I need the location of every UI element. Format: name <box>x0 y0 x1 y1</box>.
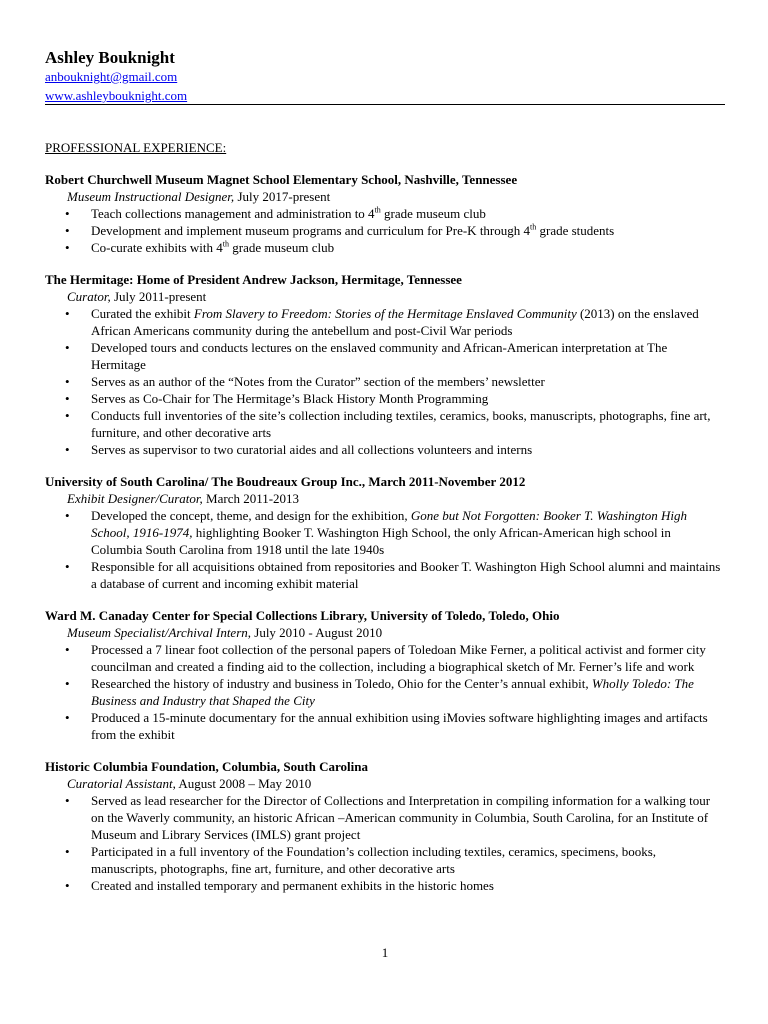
job-bullets <box>45 205 725 256</box>
bullet-item: • Processed a 7 linear foot collection of the personal papers of Toledoan Mike Ferner, a political activist and former city councilman and created a finding aid to the collection, including a biographical sketch of Mr. Ferner’s life and work <box>45 641 725 675</box>
bullet-item: • Served as lead researcher for the Director of Collections and Interpretation in compiling information for a walking tour on the Waverly community, an historic African –American community in Columbia, South Carolina, for an Institute of Museum and Library Services (IMLS) grant project <box>45 792 725 843</box>
job-role <box>45 624 725 641</box>
bullet-item: • Development and implement museum programs and curriculum for Pre-K through 4th grade students <box>45 222 725 239</box>
bullet-item: • Serves as Co-Chair for The Hermitage’s Black History Month Programming <box>45 390 725 407</box>
website-link[interactable]: www.ashleybouknight.com <box>45 88 188 103</box>
job-organization: Robert Churchwell Museum Magnet School Elementary School, Nashville, Tennessee <box>45 172 518 187</box>
job-organization: The Hermitage: Home of President Andrew Jackson, Hermitage, Tennessee <box>45 272 462 287</box>
bullet-item: • Created and installed temporary and permanent exhibits in the historic homes <box>45 877 725 894</box>
bullet-item: • Produced a 15-minute documentary for the annual exhibition using iMovies software highlighting images and artifacts from the exhibit <box>45 709 725 743</box>
job-title: Exhibit Designer/Curator, <box>67 491 203 506</box>
job-organization: Historic Columbia Foundation, Columbia, South Carolina <box>45 759 369 774</box>
job-dates: July 2017-present <box>234 189 331 204</box>
bullet-item: • Serves as an author of the “Notes from the Curator” section of the members’ newsletter <box>45 373 725 390</box>
job-organization: Ward M. Canaday Center for Special Collections Library, University of Toledo, Toledo, Ohio <box>45 608 560 623</box>
job-dates: July 2011-present <box>110 289 207 304</box>
job-title: Museum Instructional Designer, <box>67 189 235 204</box>
person-name: Ashley Bouknight <box>45 48 175 67</box>
bullet-item: • Co-curate exhibits with 4th grade museum club <box>45 239 725 256</box>
bullet-item: • Participated in a full inventory of the Foundation’s collection including textiles, ceramics, specimens, books, manuscripts, photographs, fine art, furniture, and other decorative arts <box>45 843 725 877</box>
job-organization: University of South Carolina/ The Boudreaux Group Inc., March 2011-November 2012 <box>45 474 526 489</box>
job-title: Museum Specialist/Archival Intern <box>67 625 248 640</box>
job-title: Curator, <box>67 289 111 304</box>
page-number: 1 <box>381 945 389 960</box>
job-bullets <box>45 305 725 458</box>
job-title: Curatorial Assistant <box>67 776 173 791</box>
job-dates: March 2011-2013 <box>202 491 300 506</box>
job-dates: , August 2008 – May 2010 <box>172 776 312 791</box>
email-link[interactable]: anbouknight@gmail.com <box>45 69 178 84</box>
job-bullets <box>45 507 725 592</box>
bullet-item: • Conducts full inventories of the site’s collection including textiles, ceramics, books, manuscripts, photographs, fine art, furniture, and other decorative arts <box>45 407 725 441</box>
job-role <box>45 490 725 507</box>
bullet-item: • Teach collections management and administration to 4th grade museum club <box>45 205 725 222</box>
job-entry <box>45 171 725 256</box>
job-entry <box>45 473 725 592</box>
bullet-item: • Developed tours and conducts lectures on the enslaved community and African-American interpretation at The Hermitage <box>45 339 725 373</box>
job-bullets <box>45 641 725 743</box>
bullet-item: • Curated the exhibit From Slavery to Freedom: Stories of the Hermitage Enslaved Community (2013) on the enslaved African Americans community during the antebellum and post-Civil War periods <box>45 305 725 339</box>
section-title: PROFESSIONAL EXPERIENCE: <box>45 140 227 155</box>
experience-list <box>45 171 725 909</box>
bullet-item: • Responsible for all acquisitions obtained from repositories and Booker T. Washington High School alumni and maintains a database of current and incoming exhibit material <box>45 558 725 592</box>
bullet-item: • Developed the concept, theme, and design for the exhibition, Gone but Not Forgotten: Booker T. Washington High School, 1916-1974, highlighting Booker T. Washington High School, the only African-American high school in Columbia South Carolina from 1918 until the late 1940s <box>45 507 725 558</box>
job-entry <box>45 271 725 458</box>
bullet-item: • Serves as supervisor to two curatorial aides and all collections volunteers and interns <box>45 441 725 458</box>
job-entry <box>45 607 725 743</box>
job-entry <box>45 758 725 894</box>
job-role <box>45 188 725 205</box>
header-divider <box>45 104 725 105</box>
job-dates: , July 2010 - August 2010 <box>247 625 383 640</box>
job-role <box>45 288 725 305</box>
bullet-item: • Researched the history of industry and business in Toledo, Ohio for the Center’s annual exhibit, Wholly Toledo: The Business and Industry that Shaped the City <box>45 675 725 709</box>
job-role <box>45 775 725 792</box>
job-bullets <box>45 792 725 894</box>
